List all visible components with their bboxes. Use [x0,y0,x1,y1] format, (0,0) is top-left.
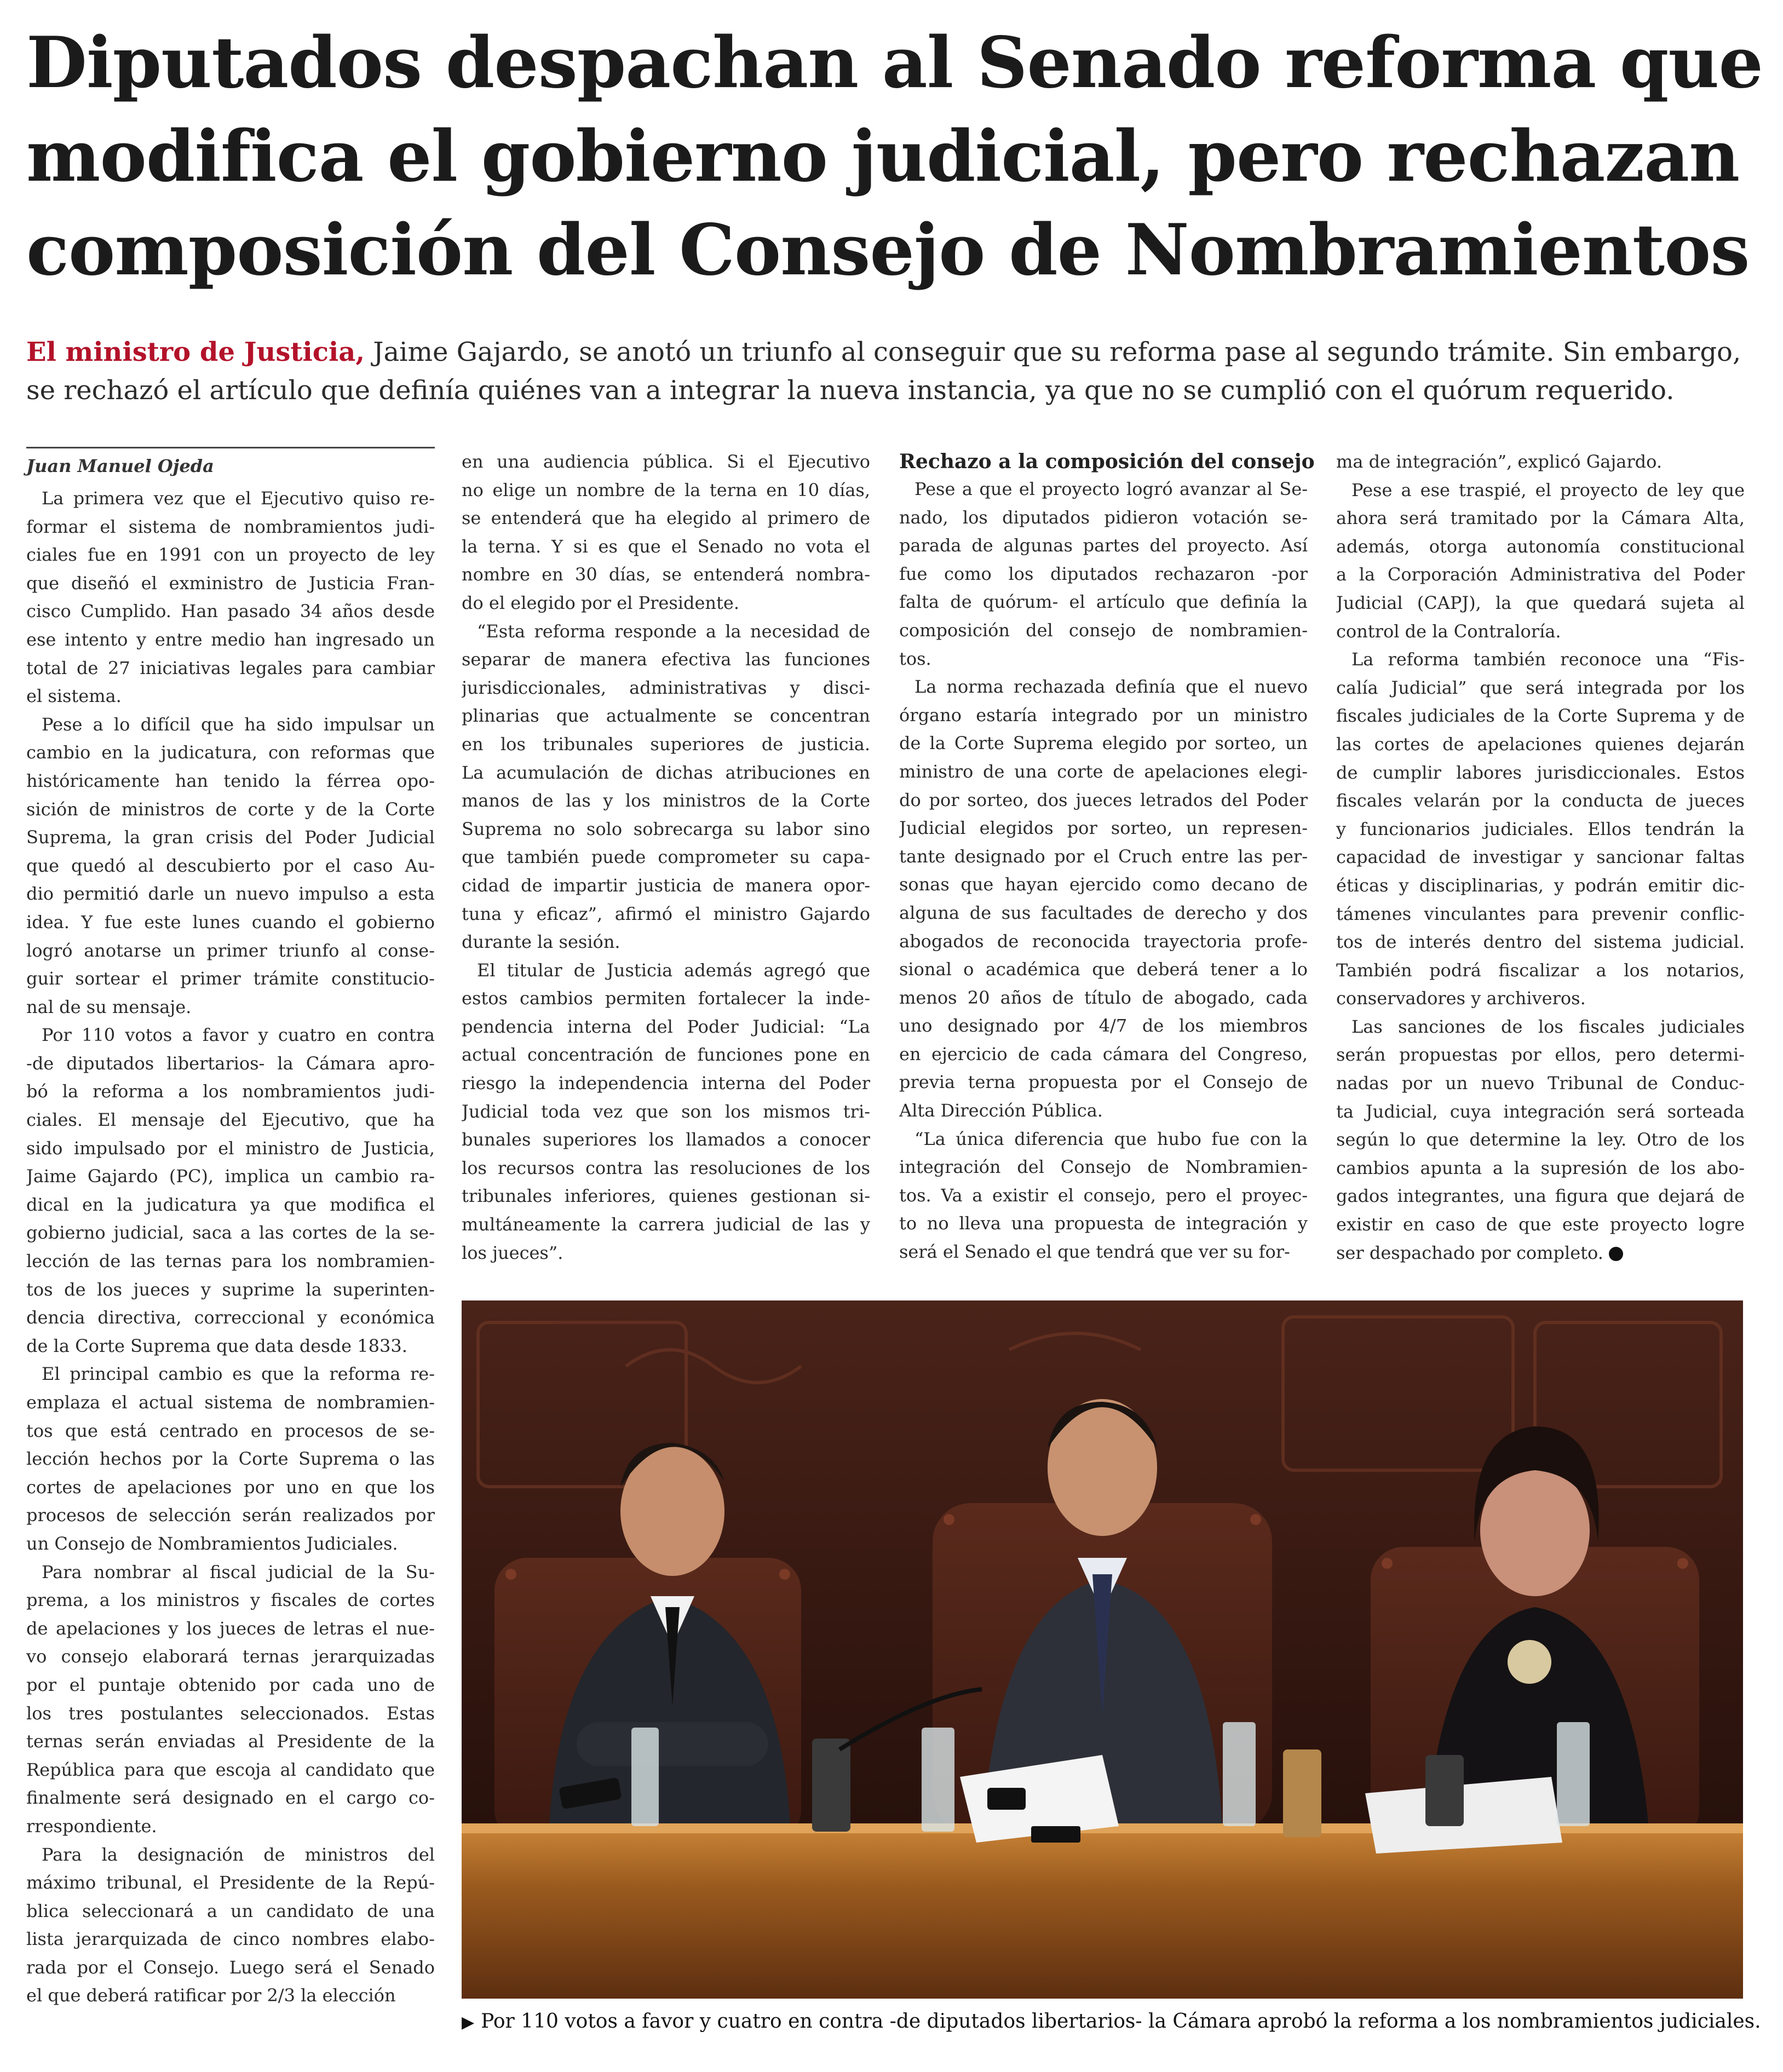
article-line: tos que está centrado en procesos de se- [26,1420,435,1441]
article-line: que diseñó el exministro de Justicia Fran- [26,572,435,594]
article-line: éticas y disciplinarias, y podrán emitir dic- [1336,874,1745,896]
article-line: tuna y eficaz”, afirmó el ministro Gajardo [462,903,870,924]
deck-text: Jaime Gajardo, se anotó un triunfo al conseguir que su reforma pase al segundo trámite. Sin embargo, [365,337,1741,367]
article-line: los tres postulantes seleccionados. Estas [26,1702,435,1724]
article-line: cidad de impartir justicia de manera opor- [462,874,870,896]
article-line: fiscales velarán por la conducta de jueces [1336,790,1745,811]
caption-text: Por 110 votos a favor y cuatro en contra -de diputados libertarios- la Cámara aprobó la reforma a los nombramientos judiciales. [481,2010,1761,2033]
headline [26,16,1762,297]
article-line: total de 27 iniciativas legales para cambiar [26,657,435,678]
article-line: rada por el Consejo. Luego será el Senado [26,1956,435,1978]
deck [26,333,1762,410]
article-line: máximo tribunal, el Presidente de la Repú- [26,1872,435,1893]
article-line: existir en caso de que este proyecto logre [1336,1214,1745,1235]
deck-line: se rechazó el artículo que definía quiénes van a integrar la nueva instancia, ya que no se cumplió con el quórum requerido. [26,375,1675,406]
photo-caption [462,2008,1765,2036]
column-body [1336,448,1745,1267]
article-line: y funcionarios judiciales. Ellos tendrán la [1336,818,1745,839]
article-line: la terna. Y si es que el Senado no vota el [462,536,870,557]
article-line: lección de las ternas para los nombramien- [26,1251,435,1272]
article-line: que también puede comprometer su capa- [462,847,870,868]
article-line: nombre en 30 días, se entenderá nombra- [462,564,870,585]
article-line: riesgo la independencia interna del Poder [462,1073,870,1094]
article-line: La reforma también reconoce una “Fis- [1351,649,1745,670]
article-line: nado, los diputados pidieron votación se- [899,507,1308,528]
article-line: sido impulsado por el ministro de Justicia, [26,1137,435,1159]
article-column-1 [26,447,435,2010]
article-line: conservadores y archiveros. [1336,988,1586,1009]
article-line: los recursos contra las resoluciones de los [462,1157,870,1178]
article-column-2 [462,448,870,1267]
article-line: Para la designación de ministros del [42,1844,435,1865]
article-line: se entenderá que ha elegido al primero de [462,508,870,529]
article-line: cambios apunta a la supresión de los abo- [1336,1157,1745,1178]
article-line: La primera vez que el Ejecutivo quiso re- [42,488,435,509]
article-line: dio permitió darle un nuevo impulso a esta [26,883,435,905]
article-line: prema, a los ministros y fiscales de cortes [26,1590,435,1611]
article-line: ministro de una corte de apelaciones elegi- [899,761,1308,782]
article-line: Las sanciones de los fiscales judiciales [1351,1016,1745,1037]
article-line: alguna de sus facultades de derecho y dos [899,902,1308,923]
article-line: ciales fue en 1991 con un proyecto de ley [26,544,435,566]
article-line: Alta Dirección Pública. [899,1100,1103,1121]
article-line: dencia directiva, correccional y económica [26,1307,435,1328]
article-line: to no lleva una propuesta de integración y [899,1213,1308,1234]
article-line: guir sortear el primer trámite constitucio- [26,968,435,989]
article-column-4 [1336,448,1745,1267]
article-line: vo consejo elaborará ternas jerarquizadas [26,1646,435,1667]
article-line: cortes de apelaciones por uno en que los [26,1476,435,1498]
article-line: tos. Va a existir el consejo, pero el proyec- [899,1184,1308,1206]
article-line: sional o académica que deberá tener a lo [899,959,1308,980]
article-line: composición del consejo de nombramien- [899,619,1308,641]
article-line: nal de su mensaje. [26,996,192,1017]
article-line: ta Judicial, cuya integración será sorteada [1336,1101,1745,1122]
headline-line: composición del Consejo de Nombramientos [26,209,1750,291]
column-body [899,475,1308,1267]
article-line: El titular de Justicia además agregó que [477,959,870,981]
article-line: Judicial (CAPJ), la que quedará sujeta al [1336,592,1745,613]
article-line: La norma rechazada definía que el nuevo [914,676,1308,698]
article-line: tos de los jueces y suprime la superinten- [26,1279,435,1300]
article-line: tos de interés dentro del sistema judicial. [1336,931,1745,953]
article-line: los jueces”. [462,1242,563,1263]
article-line: uno designado por 4/7 de los miembros [899,1015,1308,1037]
article-line: ahora será tramitado por la Cámara Alta, [1336,508,1745,529]
article-line: capacidad de investigar y sancionar faltas [1336,847,1745,868]
article-line: históricamente han tenido la férrea opo- [26,770,435,791]
end-of-article-icon [1609,1247,1623,1261]
article-line: blica seleccionará a un candidato de una [26,1900,435,1921]
article-line: menos 20 años de título de abogado, cada [899,987,1308,1008]
article-line: finalmente será designado en el cargo co- [26,1787,435,1809]
article-line: calía Judicial” que será integrada por los [1336,677,1745,698]
headline-line: Diputados despachan al Senado reforma que [26,22,1763,104]
article-line: También podrá fiscalizar a los notarios, [1336,959,1745,981]
subheading: Rechazo a la composición del consejo [899,450,1315,473]
article-line: fue como los diputados rechazaron -por [899,563,1308,584]
article-line: tos. [899,648,931,669]
article-line: rrespondiente. [26,1815,157,1837]
article-line: multáneamente la carrera judicial de las y [462,1214,870,1235]
article-line: en una audiencia pública. Si el Ejecutivo [462,451,870,472]
article-line: durante la sesión. [462,931,620,953]
article-line: según lo que determine la ley. Otro de los [1336,1129,1745,1150]
article-line: de apelaciones y los jueces de letras el nue- [26,1618,435,1639]
article-line: Judicial toda vez que son los mismos tri- [462,1101,870,1122]
article-line: Judicial elegidos por sorteo, un represen- [899,818,1308,839]
article-line: formar el sistema de nombramientos judi- [26,516,435,537]
article-line: gados integrantes, una figura que dejará de [1336,1185,1745,1207]
article-line: -de diputados libertarios- la Cámara apro- [26,1052,435,1074]
article-line: El principal cambio es que la reforma re- [42,1363,435,1385]
article-line: sonas que hayan ejercido como decano de [899,874,1308,895]
article-line: no elige un nombre de la terna en 10 días, [462,479,870,500]
article-line: emplaza el actual sistema de nombramien- [26,1392,435,1413]
article-line: de cumplir labores jurisdiccionales. Estos [1336,762,1745,783]
article-line: dical en la judicatura ya que modifica el [26,1194,435,1215]
article-line: de la Corte Suprema que data desde 1833. [26,1335,407,1356]
article-line: ternas serán enviadas al Presidente de la [26,1731,435,1752]
article-line: actual concentración de funciones pone en [462,1044,870,1066]
article-line: a la Corporación Administrativa del Poder [1336,564,1745,585]
article-line: que quedó al descubierto por el caso Au- [26,855,435,876]
article-line: tante designado por el Cruch entre las per- [899,845,1308,867]
article-line: integración del Consejo de Nombramien- [899,1156,1308,1178]
article-line: en los tribunales superiores de justicia. [462,733,870,755]
article-line: “La única diferencia que hubo fue con la [914,1128,1308,1149]
article-line: támenes vinculantes para prevenir conflic- [1336,903,1745,924]
article-line: “Esta reforma responde a la necesidad de [477,620,870,642]
article-line: gobierno judicial, saca a las cortes de la se- [26,1222,435,1244]
headline-line: modifica el gobierno judicial, pero rechazan [26,116,1740,198]
deck-line [26,333,1762,371]
article-line: el sistema. [26,686,122,707]
article-line: el que deberá ratificar por 2/3 la elección [26,1985,396,2006]
article-line: bó la reforma a los nombramientos judi- [26,1081,435,1102]
article-line: sición de ministros de corte y de la Corte [26,798,435,820]
article-line: nadas por un nuevo Tribunal de Conduc- [1336,1073,1745,1094]
article-line: jurisdiccionales, administrativas y disci- [462,677,870,698]
article-line: Para nombrar al fiscal judicial de la Su- [42,1561,435,1582]
article-line: un Consejo de Nombramientos Judiciales. [26,1533,398,1554]
byline: Juan Manuel Ojeda [26,447,435,485]
article-line: ese intento y entre medio han ingresado un [26,629,435,650]
article-line: lección hechos por la Corte Suprema o las [26,1448,435,1470]
article-line: ma de integración”, explicó Gajardo. [1336,451,1663,472]
article-line: manos de las y los ministros de la Corte [462,790,870,811]
article-line: estos cambios permiten fortalecer la inde- [462,988,870,1009]
article-line: tribunales inferiores, quienes gestionan si- [462,1185,870,1207]
article-line: falta de quórum- el artículo que definía la [899,591,1308,613]
photo-illustration [462,1300,1743,1999]
article-line: lista jerarquizada de cinco nombres elabo- [26,1929,435,1950]
article-line: de la Corte Suprema elegido por sorteo, un [899,733,1308,754]
article-line: logró anotarse un primer triunfo al conse- [26,940,435,961]
article-line: por el puntaje obtenido por cada uno de [26,1674,435,1695]
article-line: serán propuestas por ellos, pero determi- [1336,1044,1745,1066]
article-line: Por 110 votos a favor y cuatro en contra [42,1025,435,1046]
article-line: cisco Cumplido. Han pasado 34 años desde [26,601,435,622]
article-line: además, otorga autonomía constitucional [1336,536,1745,557]
column-body [26,485,435,2010]
article-line: Jaime Gajardo (PC), implica un cambio ra- [26,1166,435,1187]
article-line: do el elegido por el Presidente. [462,592,739,613]
article-line: abogados de reconocida trayectoria profe- [899,930,1308,952]
article-line: cambio en la judicatura, con reformas que [26,742,435,763]
article-line: bunales superiores los llamados a conocer [462,1129,870,1150]
article-column-3 [899,448,1315,1267]
article-line: ser despachado por completo. [1336,1239,1745,1268]
article-line: órgano estaría integrado por un ministro [899,704,1308,726]
article-line: La acumulación de dichas atribuciones en [462,762,870,783]
article-line: idea. Y fue este lunes cuando el gobierno [26,911,435,933]
article-line: fiscales judiciales de la Corte Suprema y de [1336,705,1745,727]
article-line: será el Senado el que tendrá que ver su for- [899,1241,1290,1263]
article-line: Pese a ese traspié, el proyecto de ley que [1351,479,1745,500]
article-line: en ejercicio de cada cámara del Congreso, [899,1043,1308,1064]
deck-kicker: El ministro de Justicia, [26,337,365,367]
news-photo [462,1300,1743,1999]
article-line: parada de algunas partes del proyecto. Así [899,535,1308,556]
caption-arrow-icon: ▶ [462,2013,475,2032]
article-line: Pese a que el proyecto logró avanzar al Se- [914,479,1308,499]
article-line: control de la Contraloría. [1336,620,1561,642]
article-line: pendencia interna del Poder Judicial: “La [462,1016,870,1037]
article-line: previa terna propuesta por el Consejo de [899,1072,1308,1093]
article-line: separar de manera efectiva las funciones [462,649,870,670]
article-line: las cortes de apelaciones quienes dejarán [1336,733,1745,755]
article-line: procesos de selección serán realizados por [26,1505,435,1526]
article-line: Suprema, la gran crisis del Poder Judicial [26,827,435,848]
article-line: do por sorteo, dos jueces letrados del Poder [899,789,1308,810]
article-line: Suprema no solo sobrecarga su labor sino [462,818,870,839]
article-line: plinarias que actualmente se concentran [462,705,870,727]
article-line: ciales. El mensaje del Ejecutivo, que ha [26,1109,435,1131]
article-line: República para que escoja al candidato que [26,1759,435,1780]
article-line: Pese a lo difícil que ha sido impulsar un [42,713,435,735]
column-body [462,448,870,1267]
